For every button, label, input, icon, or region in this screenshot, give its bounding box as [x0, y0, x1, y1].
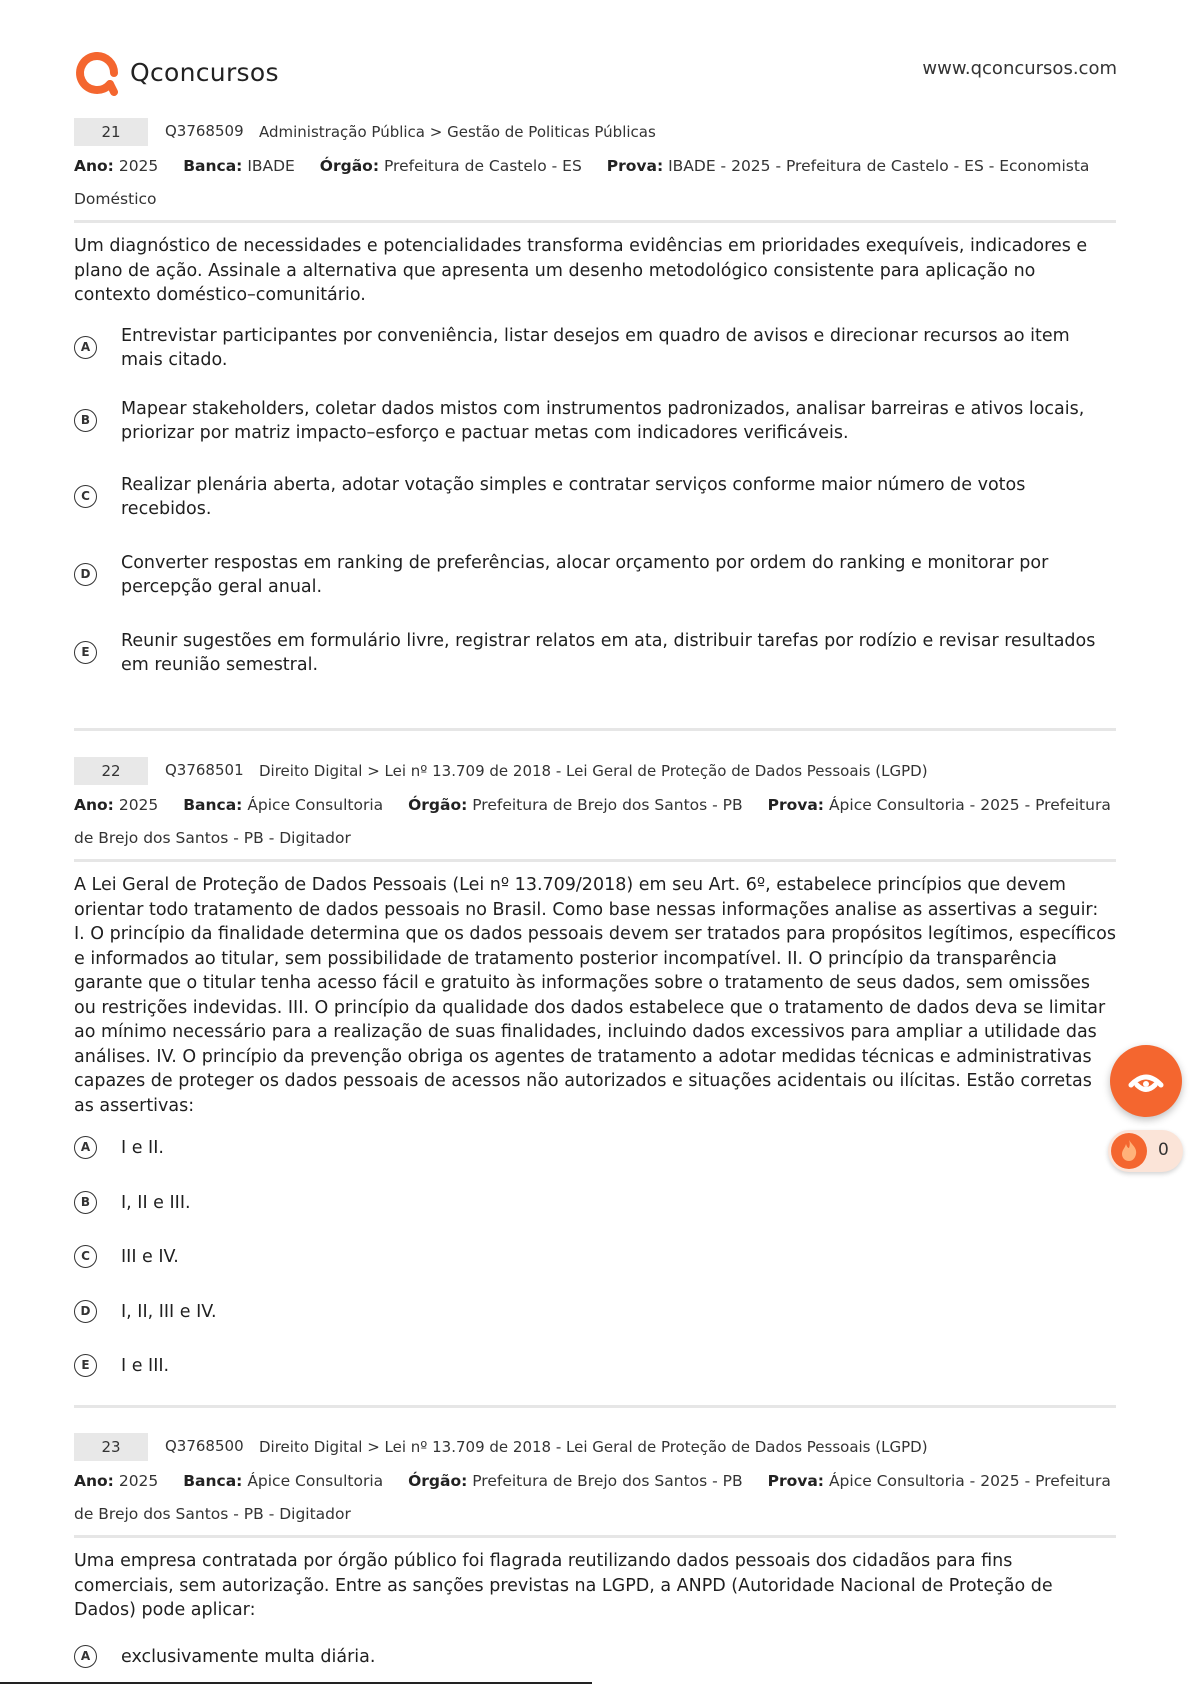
- question-separator: [74, 1405, 1116, 1408]
- ano-label: Ano:: [74, 157, 114, 175]
- option-letter-icon: E: [74, 1354, 97, 1377]
- statement-paragraph: A Lei Geral de Proteção de Dados Pessoais (Lei nº 13.709/2018) em seu Art. 6º, estabelece princípios que devem orientar todo tratamento de dados pessoais no Brasil. Como base nessas informações analise as assertivas a seguir:: [74, 875, 1099, 920]
- question-number: 21: [74, 118, 148, 146]
- flame-icon: [1111, 1133, 1147, 1169]
- question-subject: Direito Digital > Lei nº 13.709 de 2018 - Lei Geral de Proteção de Dados Pessoais (LGPD): [259, 762, 928, 780]
- streak-count: 0: [1158, 1140, 1169, 1160]
- ano-label: Ano:: [74, 1472, 114, 1490]
- question-card: [74, 757, 1116, 1379]
- option-text: Reunir sugestões em formulário livre, registrar relatos em ata, distribuir tarefas por rodízio e revisar resultados em reunião semestral.: [121, 630, 1096, 675]
- banca-value: Ápice Consultoria: [247, 1472, 384, 1490]
- answer-option-d[interactable]: [74, 1300, 1116, 1325]
- answer-option-a[interactable]: [74, 1136, 1116, 1161]
- option-letter-icon: E: [74, 641, 97, 664]
- meta-divider: [74, 220, 1116, 223]
- option-letter-icon: A: [74, 1645, 97, 1668]
- option-letter-icon: C: [74, 1245, 97, 1268]
- qconcursos-assistant-icon: [1126, 1061, 1166, 1101]
- streak-counter-button[interactable]: [1108, 1130, 1183, 1172]
- question-statement: [74, 234, 1116, 308]
- answer-options: [74, 1645, 1116, 1670]
- question-code-link[interactable]: Q3768509: [165, 122, 244, 140]
- question-code-link[interactable]: Q3768500: [165, 1437, 244, 1455]
- banca-value: Ápice Consultoria: [247, 796, 384, 814]
- ano-value: 2025: [118, 157, 159, 175]
- question-statement: [74, 873, 1116, 1118]
- answer-options: [74, 324, 1116, 678]
- option-letter-icon: B: [74, 409, 97, 432]
- answer-option-d[interactable]: [74, 551, 1116, 600]
- page-header: [74, 48, 1117, 98]
- ano-value: 2025: [118, 1472, 159, 1490]
- qconcursos-logo-icon: [74, 50, 120, 96]
- question-meta: [74, 1465, 1116, 1531]
- option-text: Converter respostas em ranking de preferências, alocar orçamento por ordem do ranking e monitorar por percepção geral anual.: [121, 552, 1049, 597]
- answer-option-a[interactable]: [74, 1645, 1116, 1670]
- option-text: exclusivamente multa diária.: [121, 1646, 376, 1667]
- answer-option-c[interactable]: [74, 473, 1116, 522]
- question-number: 23: [74, 1433, 148, 1461]
- answer-option-b[interactable]: [74, 397, 1116, 446]
- prova-label: Prova:: [767, 796, 825, 814]
- option-text: I e II.: [121, 1138, 164, 1158]
- question-meta: [74, 789, 1116, 855]
- answer-option-a[interactable]: [74, 324, 1116, 373]
- question-subject: Administração Pública > Gestão de Politicas Públicas: [259, 123, 656, 141]
- answer-option-e[interactable]: [74, 1354, 1116, 1379]
- question-meta: [74, 150, 1116, 216]
- option-text: Realizar plenária aberta, adotar votação simples e contratar serviços conforme maior número de votos recebidos.: [121, 474, 1026, 519]
- option-text: I e III.: [121, 1356, 170, 1376]
- meta-divider: [74, 859, 1116, 862]
- option-text: I, II, III e IV.: [121, 1301, 217, 1322]
- prova-value: Ápice Consultoria - 2025 - Prefeitura de Brejo dos Santos - PB - Digitador: [74, 1472, 1111, 1523]
- option-letter-icon: A: [74, 336, 97, 359]
- orgao-label: Órgão:: [408, 1472, 468, 1490]
- question-code-link[interactable]: Q3768501: [165, 761, 244, 779]
- option-text: III e IV.: [121, 1247, 179, 1267]
- prova-label: Prova:: [767, 1472, 825, 1490]
- question-number: 22: [74, 757, 148, 785]
- orgao-label: Órgão:: [408, 796, 468, 814]
- option-letter-icon: B: [74, 1191, 97, 1214]
- orgao-value: Prefeitura de Brejo dos Santos - PB: [472, 1472, 743, 1490]
- answer-option-e[interactable]: [74, 629, 1116, 678]
- orgao-value: Prefeitura de Brejo dos Santos - PB: [472, 796, 743, 814]
- prova-label: Prova:: [606, 157, 664, 175]
- banca-value: IBADE: [247, 157, 295, 175]
- banca-label: Banca:: [183, 1472, 243, 1490]
- brand-name: Qconcursos: [130, 58, 279, 87]
- meta-divider: [74, 1535, 1116, 1538]
- banca-label: Banca:: [183, 796, 243, 814]
- answer-option-b[interactable]: [74, 1191, 1116, 1216]
- option-letter-icon: C: [74, 485, 97, 508]
- option-letter-icon: A: [74, 1136, 97, 1159]
- page-bottom-rule: [0, 1682, 592, 1684]
- statement-paragraph: Uma empresa contratada por órgão público foi flagrada reutilizando dados pessoais dos cidadãos para fins comerciais, sem autorização. Entre as sanções previstas na LGPD, a ANPD (Autoridade Nacional de Proteção de Dados) pode aplicar:: [74, 1551, 1053, 1620]
- banca-label: Banca:: [183, 157, 243, 175]
- option-text: I, II e III.: [121, 1192, 191, 1213]
- option-letter-icon: D: [74, 1300, 97, 1323]
- answer-options: [74, 1136, 1116, 1379]
- orgao-label: Órgão:: [319, 157, 380, 175]
- question-separator: [74, 728, 1116, 731]
- orgao-value: Prefeitura de Castelo - ES: [383, 157, 582, 175]
- statement-paragraph: I. O princípio da finalidade determina que os dados pessoais devem ser tratados para propósitos legítimos, específicos e informados ao titular, sem possibilidade de tratamento posterior incompatível. II. O princípio da transparência garante que o titular tenha acesso fácil e gratuito às informações sobre o tratamento de seus dados, sem omissões ou restrições indevidas. III. O princípio da qualidade dos dados estabelece que o tratamento de dados deva se limitar ao mínimo necessário para a realização de suas finalidades, incluindo dados excessivos para ampliar a utilidade das análises. IV. O princípio da prevenção obriga os agentes de tratamento a adotar medidas técnicas e administrativas capazes de proteger os dados pessoais de acessos não autorizados e situações acidentais ou ilícitas. Estão corretas as assertivas:: [74, 924, 1116, 1116]
- statement-paragraph: Um diagnóstico de necessidades e potencialidades transforma evidências em prioridades exequíveis, indicadores e plano de ação. Assinale a alternativa que apresenta um desenho metodológico consistente para aplicação no contexto doméstico–comunitário.: [74, 236, 1088, 305]
- prova-value: IBADE - 2025 - Prefeitura de Castelo - ES - Economista Doméstico: [74, 157, 1090, 208]
- option-text: Mapear stakeholders, coletar dados mistos com instrumentos padronizados, analisar barreiras e ativos locais, priorizar por matriz impacto–esforço e pactuar metas com indicadores verificáveis.: [121, 398, 1085, 443]
- site-url-link[interactable]: www.qconcursos.com: [922, 58, 1117, 79]
- assistant-fab-button[interactable]: [1110, 1045, 1182, 1117]
- ano-label: Ano:: [74, 796, 114, 814]
- option-letter-icon: D: [74, 563, 97, 586]
- question-card: [74, 1433, 1116, 1669]
- prova-value: Ápice Consultoria - 2025 - Prefeitura de Brejo dos Santos - PB - Digitador: [74, 796, 1111, 847]
- ano-value: 2025: [118, 796, 159, 814]
- question-statement: [74, 1549, 1116, 1623]
- answer-option-c[interactable]: [74, 1245, 1116, 1270]
- question-card: [74, 118, 1116, 678]
- option-text: Entrevistar participantes por conveniência, listar desejos em quadro de avisos e direcionar recursos ao item mais citado.: [121, 325, 1070, 370]
- question-subject: Direito Digital > Lei nº 13.709 de 2018 - Lei Geral de Proteção de Dados Pessoais (LGPD): [259, 1438, 928, 1456]
